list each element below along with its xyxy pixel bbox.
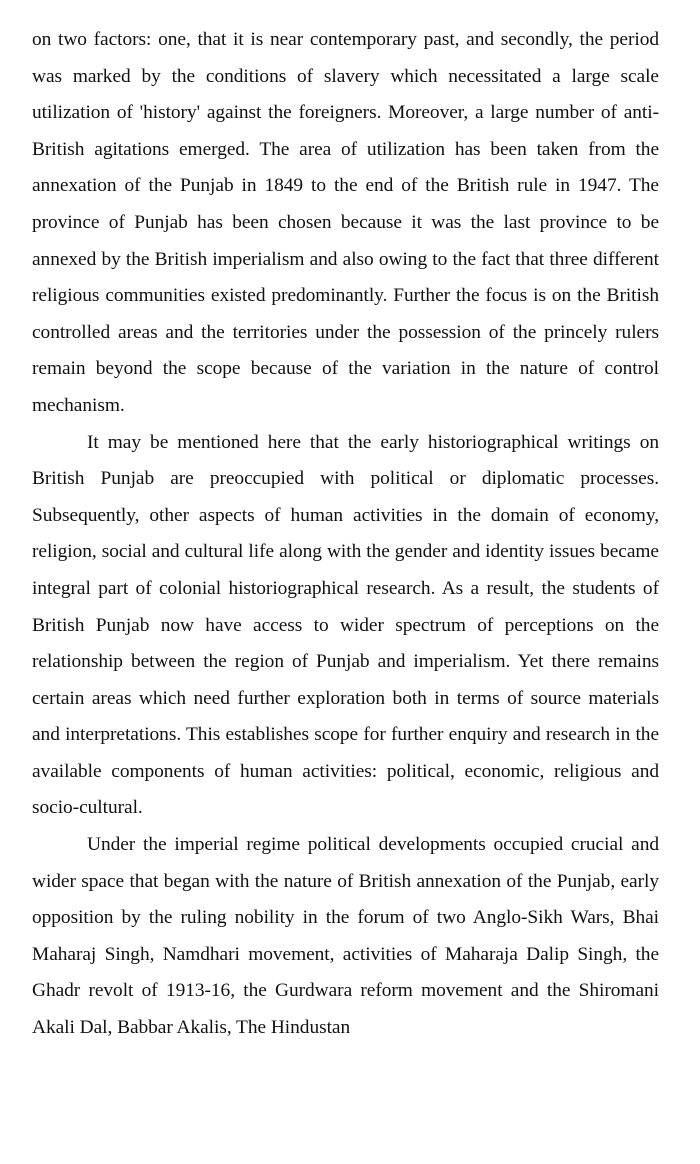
paragraph-imperial-regime: Under the imperial regime political developments occupied crucial and wider space that began with the nature of British annexation of the Punjab, early opposition by the ruling nobility in the forum of two Anglo-Sikh Wars, Bhai Maharaj Singh, Namdhari movement, activities of Maharaja Dalip Singh, the Ghadr revolt of 1913-16, the Gurdwara reform movement and the Shiromani Akali Dal, Babbar Akalis, The Hindustan: [32, 834, 659, 1039]
paragraph-continued: on two factors: one, that it is near contemporary past, and secondly, the period was marked by the conditions of slavery which necessitated a large scale utilization of 'history' against the foreigners. Moreover, a large number of anti-British agitations emerged. The area of utilization has been taken from the annexation of the Punjab in 1849 to the end of the British rule in 1947. The province of Punjab has been chosen because it was the last province to be annexed by the British imperialism and also owing to the fact that three different religious communities existed predominantly. Further the focus is on the British controlled areas and the territories under the possession of the princely rulers remain beyond the scope because of the variation in the nature of control mechanism.: [32, 29, 659, 416]
document-page: [32, 22, 659, 1047]
paragraph-historiography: It may be mentioned here that the early historiographical writings on British Punjab are preoccupied with political or diplomatic processes. Subsequently, other aspects of human activities in the domain of economy, religion, social and cultural life along with the gender and identity issues became integral part of colonial historiographical research. As a result, the students of British Punjab now have access to wider spectrum of perceptions on the relationship between the region of Punjab and imperialism. Yet there remains certain areas which need further exploration both in terms of source materials and interpretations. This establishes scope for further enquiry and research in the available components of human activities: political, economic, religious and socio-cultural.: [32, 431, 659, 819]
